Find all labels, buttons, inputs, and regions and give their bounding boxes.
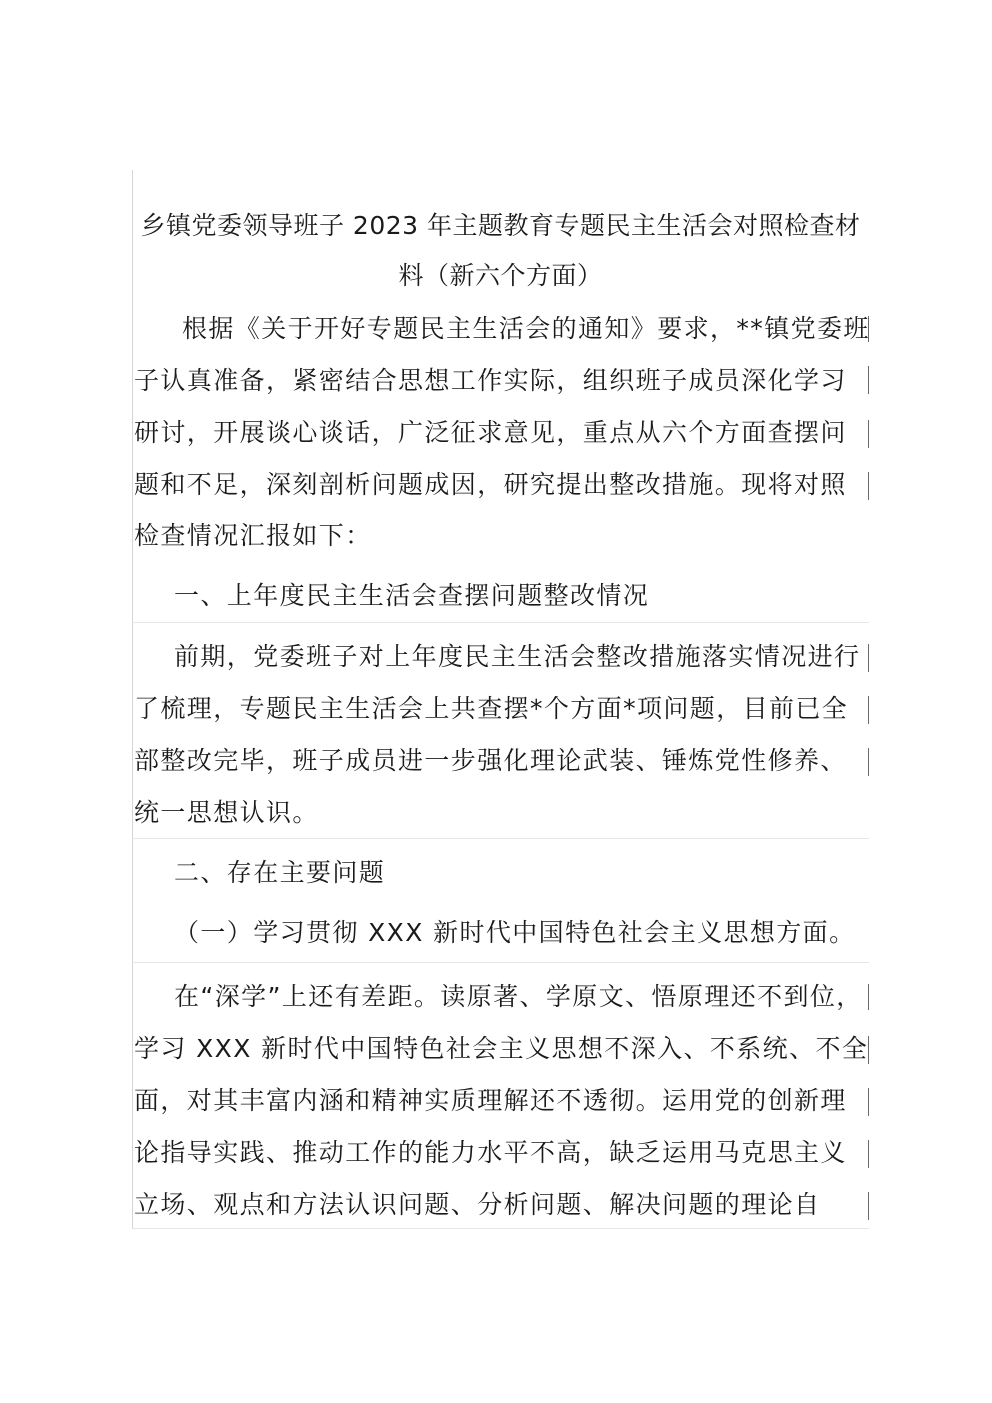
section-2-line-1: 在“深学”上还有差距。读原著、学原文、悟原理还不到位， [174,982,863,1011]
intro-line-4: 题和不足，深刻剖析问题成因，研究提出整改措施。现将对照 [134,470,847,499]
document-title-line-1: 乡镇党委领导班子 2023 年主题教育专题民主生活会对照检查材 [140,211,861,240]
document-title-line-2: 料（新六个方面） [398,261,603,290]
section-2-heading: 二、存在主要问题 [174,858,386,887]
section-1-line-4: 统一思想认识。 [134,798,319,827]
section-separator [132,962,869,963]
intro-line-5: 检查情况汇报如下： [134,521,372,550]
section-separator [132,622,869,623]
section-2-line-4: 论指导实践、推动工作的能力水平不高，缺乏运用马克思主义 [134,1138,847,1167]
intro-line-2: 子认真准备，紧密结合思想工作实际，组织班子成员深化学习 [134,366,847,395]
section-separator [132,1228,869,1229]
section-2-line-2: 学习 XXX 新时代中国特色社会主义思想不深入、不系统、不全 [134,1034,869,1063]
intro-line-1: 根据《关于开好专题民主生活会的通知》要求，**镇党委班 [182,314,870,343]
left-margin-rule [132,170,133,1228]
section-2-line-3: 面，对其丰富内涵和精神实质理解还不透彻。运用党的创新理 [134,1086,847,1115]
section-1-line-3: 部整改完毕，班子成员进一步强化理论武装、锤炼党性修养、 [134,746,847,775]
section-1-line-1: 前期，党委班子对上年度民主生活会整改措施落实情况进行 [174,642,861,671]
section-1-heading: 一、上年度民主生活会查摆问题整改情况 [174,581,650,610]
section-1-line-2: 了梳理，专题民主生活会上共查摆*个方面*项问题，目前已全 [134,694,849,723]
section-2-subheading: （一）学习贯彻 XXX 新时代中国特色社会主义思想方面。 [174,918,856,947]
section-2-line-5: 立场、观点和方法认识问题、分析问题、解决问题的理论自 [134,1190,821,1219]
intro-line-3: 研讨，开展谈心谈话，广泛征求意见，重点从六个方面查摆问 [134,418,847,447]
section-separator [132,838,869,839]
